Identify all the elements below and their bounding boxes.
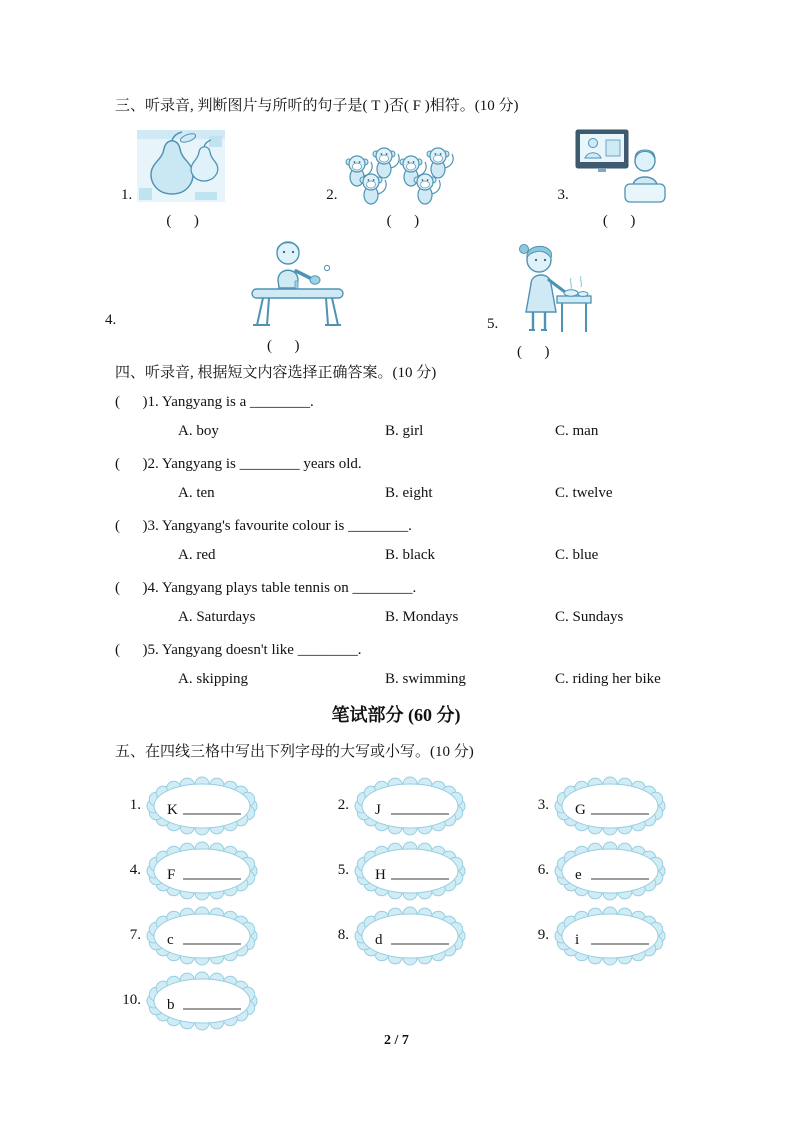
option-a: A. ten [178, 485, 215, 501]
option-a: A. boy [178, 423, 219, 439]
answer-blank: ( ) [166, 213, 199, 229]
question-stem: ( )1. Yangyang is a ________. [115, 394, 314, 410]
letter-bubble [551, 840, 669, 902]
question-stem: ( )5. Yangyang doesn't like ________. [115, 642, 362, 658]
bubble-number: 9. [537, 927, 549, 943]
bubble-letter: c [167, 931, 174, 948]
bubble-item-5 [323, 838, 523, 903]
option-b: B. swimming [385, 671, 466, 687]
question-3 [115, 516, 677, 566]
bubble-letter: b [167, 996, 175, 1013]
question-5 [115, 640, 677, 690]
section5-title: 五、在四线三格中写出下列字母的大写或小写。(10 分) [115, 744, 474, 760]
option-b: B. black [385, 547, 435, 563]
bubble-number: 6. [537, 862, 549, 878]
bubble-item-4 [115, 838, 323, 903]
written-part-header: 笔试部分 (60 分) [331, 705, 461, 725]
answer-blank: ( ) [267, 338, 300, 354]
bubble-number: 7. [129, 927, 141, 943]
letter-bubble [143, 775, 261, 837]
bubble-item-1 [115, 773, 323, 838]
bubble-item-6 [523, 838, 677, 903]
answer-blank: ( ) [386, 213, 420, 229]
letter-bubble [351, 840, 469, 902]
letter-bubble [143, 970, 261, 1032]
option-c: C. blue [555, 547, 599, 563]
page-number: 2 / 7 [384, 1033, 409, 1048]
option-c: C. twelve [555, 485, 613, 501]
letter-bubble [143, 840, 261, 902]
section3-title: 三、听录音, 判断图片与所听的句子是( T )否( F )相符。(10 分) [115, 98, 519, 114]
tf-row-2 [105, 238, 755, 363]
letter-bubble [351, 905, 469, 967]
picture-washing-dishes [505, 238, 595, 343]
bubble-item-9 [523, 903, 677, 968]
option-b: B. girl [385, 423, 424, 439]
option-c: C. riding her bike [555, 671, 661, 687]
letter-bubble [351, 775, 469, 837]
bubble-letter: H [375, 866, 386, 883]
question-stem: ( )3. Yangyang's favourite colour is ________. [115, 518, 412, 534]
letter-bubble-grid [115, 773, 677, 1033]
bubble-number: 8. [337, 927, 349, 943]
option-b: B. eight [385, 485, 433, 501]
question-4 [115, 578, 677, 628]
bubble-item-7 [115, 903, 323, 968]
picture-monkeys [341, 138, 466, 206]
option-a: A. skipping [178, 671, 249, 687]
option-a: A. red [178, 547, 216, 563]
bubble-letter: F [167, 866, 176, 883]
picture-table-tennis [248, 238, 348, 333]
bubble-number: 3. [537, 797, 549, 813]
letter-bubble [551, 905, 669, 967]
option-b: B. Mondays [385, 609, 459, 625]
item-number: 4. [105, 312, 117, 328]
bubble-item-2 [323, 773, 523, 838]
question-stem: ( )4. Yangyang plays table tennis on ________. [115, 580, 417, 596]
bubble-letter: e [575, 866, 582, 883]
picture-pears [135, 126, 230, 206]
question-1 [115, 392, 677, 442]
tf-item-1 [121, 126, 230, 230]
option-c: C. Sundays [555, 609, 624, 625]
tf-item-3 [558, 126, 667, 230]
item-number: 1. [121, 187, 133, 203]
bubble-letter: G [575, 801, 586, 818]
option-c: C. man [555, 423, 599, 439]
answer-blank: ( ) [602, 213, 636, 229]
bubble-number: 10. [122, 992, 141, 1008]
bubble-number: 1. [129, 797, 141, 813]
bubble-item-8 [323, 903, 523, 968]
letter-bubble [143, 905, 261, 967]
bubble-letter: i [575, 931, 580, 948]
question-2 [115, 454, 677, 504]
bubble-letter: d [375, 931, 383, 948]
option-a: A. Saturdays [178, 609, 256, 625]
question-stem: ( )2. Yangyang is ________ years old. [115, 456, 362, 472]
item-number: 3. [557, 187, 569, 203]
bubble-letter: J [375, 801, 381, 818]
letter-bubble [551, 775, 669, 837]
question-list [115, 392, 677, 702]
answer-blank: ( ) [517, 344, 550, 360]
bubble-item-10 [115, 968, 323, 1033]
bubble-number: 2. [337, 797, 349, 813]
bubble-number: 4. [129, 862, 141, 878]
item-number: 2. [326, 187, 338, 203]
bubble-letter: K [167, 801, 178, 818]
item-number: 5. [487, 316, 499, 332]
section4-title: 四、听录音, 根据短文内容选择正确答案。(10 分) [115, 365, 437, 381]
picture-watching-tv [572, 126, 667, 206]
tf-item-2 [326, 138, 465, 230]
tf-row-1 [115, 126, 755, 230]
bubble-number: 5. [337, 862, 349, 878]
bubble-item-3 [523, 773, 677, 838]
